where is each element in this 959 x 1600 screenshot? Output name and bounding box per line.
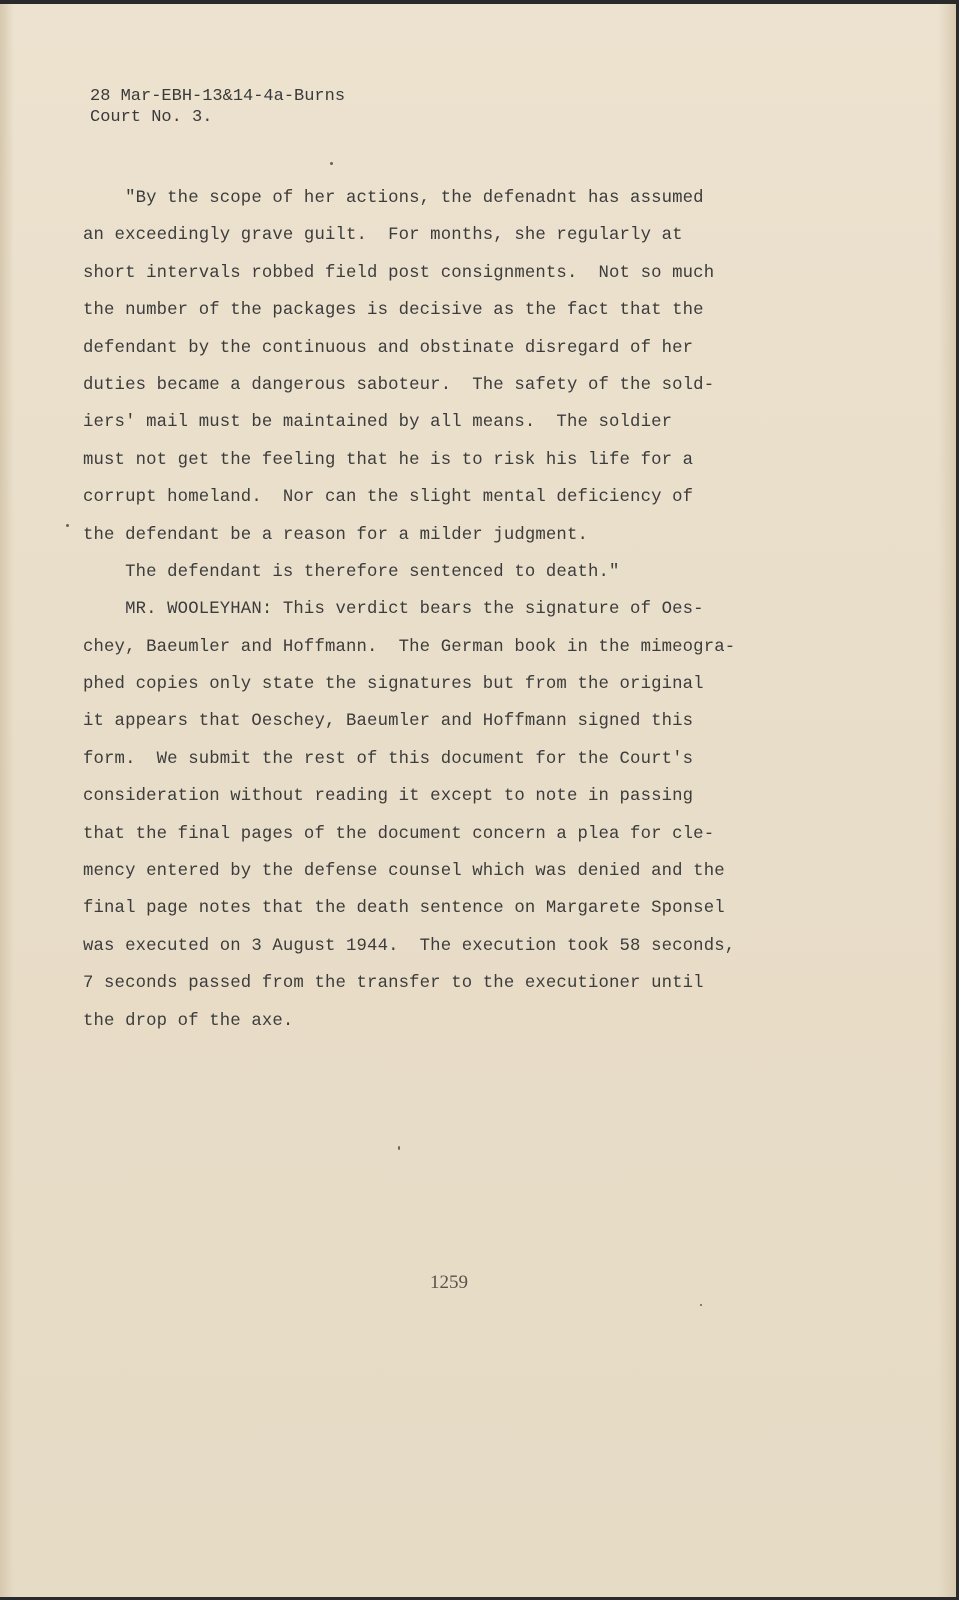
text-line: it appears that Oeschey, Baeumler and Hoffmann signed this [83,712,694,732]
text-line: consideration without reading it except to note in passing [83,787,694,807]
text-line: short intervals robbed field post consignments. Not so much [83,263,715,283]
text-line: form. We submit the rest of this document for the Court's [83,749,694,769]
text-line: iers' mail must be maintained by all means. The soldier [83,413,673,433]
text-line: duties became a dangerous saboteur. The safety of the sold- [83,375,715,395]
text-line: must not get the feeling that he is to risk his life for a [83,450,694,470]
text-line: the drop of the axe. [83,1011,294,1031]
text-line: final page notes that the death sentence on Margarete Sponsel [83,899,725,919]
text-line: the number of the packages is decisive as the fact that the [83,301,704,321]
text-line: MR. WOOLEYHAN: This verdict bears the signature of Oes- [83,600,704,620]
text-line: an exceedingly grave guilt. For months, she regularly at [83,226,683,246]
text-line: corrupt homeland. Nor can the slight mental deficiency of [83,488,694,508]
document-reference: 28 Mar-EBH-13&14-4a-Burns [90,87,346,106]
paper-speck [398,1146,400,1150]
text-line: defendant by the continuous and obstinate disregard of her [83,338,694,358]
text-line: was executed on 3 August 1944. The execution took 58 seconds, [83,936,736,956]
paper-speck [700,1304,702,1306]
text-line: "By the scope of her actions, the defenadnt has assumed [83,189,704,208]
paper-speck [66,524,69,527]
text-line: that the final pages of the document concern a plea for cle- [83,824,715,844]
page-number: 1259 [430,1272,468,1293]
text-line: mency entered by the defense counsel which was denied and the [83,862,725,882]
text-line: phed copies only state the signatures but from the original [83,675,704,695]
text-line: chey, Baeumler and Hoffmann. The German book in the mimeogra- [83,637,736,657]
text-line: 7 seconds passed from the transfer to the executioner until [83,974,704,994]
transcript-body [83,180,735,1040]
text-line: The defendant is therefore sentenced to death." [83,562,620,582]
text-line: the defendant be a reason for a milder judgment. [83,525,588,545]
document-header [90,86,345,128]
court-number: Court No. 3. [90,108,213,127]
paper-speck [330,162,333,165]
